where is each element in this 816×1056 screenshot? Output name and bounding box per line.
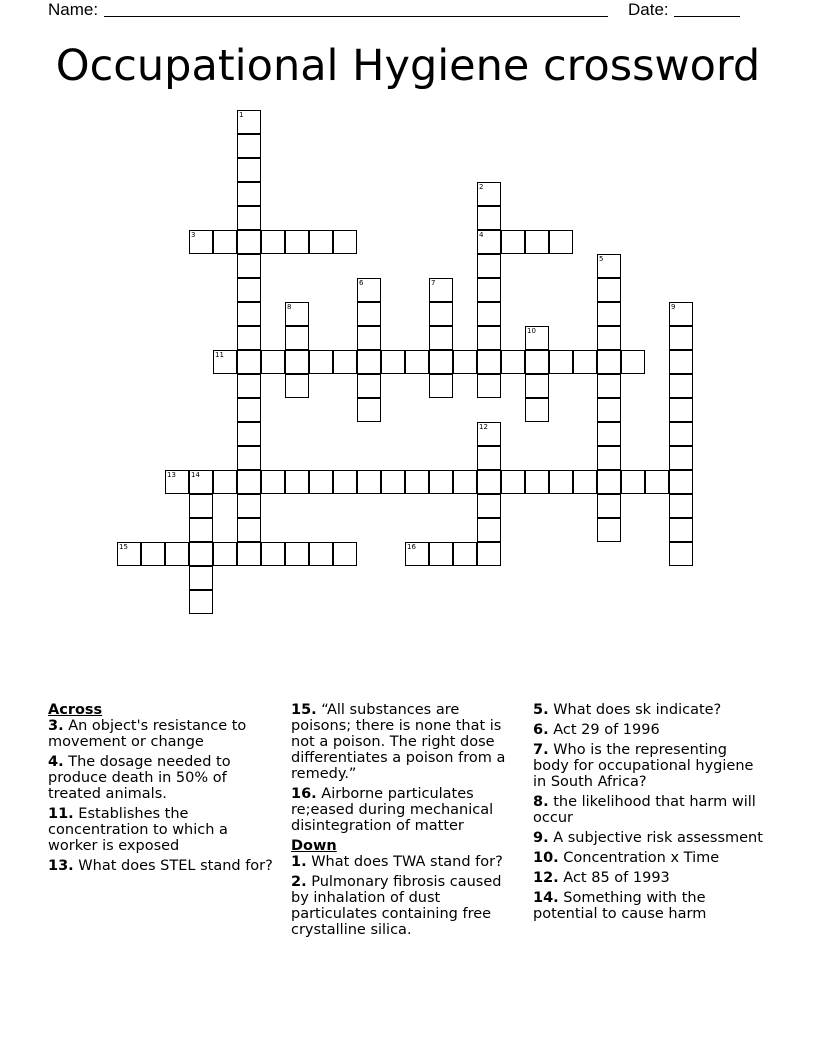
grid-cell[interactable]	[309, 350, 333, 374]
grid-cell[interactable]	[285, 470, 309, 494]
grid-cell[interactable]	[357, 350, 381, 374]
grid-cell[interactable]	[429, 542, 453, 566]
grid-cell[interactable]	[477, 254, 501, 278]
clue-number: 15.	[291, 702, 317, 718]
clue-item	[533, 870, 765, 886]
grid-cell[interactable]	[357, 302, 381, 326]
grid-cell[interactable]	[429, 278, 453, 302]
grid-cell[interactable]	[477, 302, 501, 326]
grid-cell[interactable]	[237, 542, 261, 566]
grid-cell[interactable]	[453, 470, 477, 494]
grid-cell[interactable]	[237, 278, 261, 302]
grid-cell[interactable]	[285, 374, 309, 398]
grid-cell[interactable]	[189, 518, 213, 542]
clue-number: 10	[527, 327, 536, 335]
grid-cell[interactable]	[357, 374, 381, 398]
grid-cell[interactable]	[381, 350, 405, 374]
clue-number: 8	[287, 303, 292, 311]
grid-cell[interactable]	[333, 542, 357, 566]
grid-cell[interactable]	[189, 566, 213, 590]
clue-number: 11.	[48, 806, 74, 822]
clues-column-3	[533, 702, 765, 926]
grid-cell[interactable]	[405, 470, 429, 494]
grid-cell[interactable]	[189, 230, 213, 254]
grid-cell[interactable]	[237, 230, 261, 254]
grid-cell[interactable]	[309, 470, 333, 494]
clue-item	[291, 786, 523, 834]
down-clue-list	[291, 854, 523, 938]
grid-cell[interactable]	[429, 374, 453, 398]
clue-number: 9.	[533, 830, 549, 846]
clue-number: 12.	[533, 870, 559, 886]
down-heading: Down	[291, 838, 337, 854]
grid-cell[interactable]	[117, 542, 141, 566]
grid-cell[interactable]	[285, 350, 309, 374]
grid-cell[interactable]	[573, 350, 597, 374]
grid-cell[interactable]	[621, 350, 645, 374]
grid-cell[interactable]	[453, 350, 477, 374]
grid-cell[interactable]	[213, 542, 237, 566]
grid-cell[interactable]	[669, 350, 693, 374]
down-clue-list-continued	[533, 702, 765, 922]
grid-cell[interactable]	[381, 470, 405, 494]
grid-cell[interactable]	[669, 326, 693, 350]
grid-cell[interactable]	[597, 422, 621, 446]
grid-cell[interactable]	[189, 470, 213, 494]
grid-cell[interactable]	[597, 494, 621, 518]
grid-cell[interactable]	[525, 230, 549, 254]
grid-cell[interactable]	[477, 446, 501, 470]
name-label: Name:	[48, 0, 99, 19]
grid-cell[interactable]	[669, 542, 693, 566]
grid-cell[interactable]	[213, 230, 237, 254]
clue-number: 5.	[533, 702, 549, 718]
across-heading: Across	[48, 702, 103, 718]
clue-number: 14.	[533, 890, 559, 906]
clue-number: 10.	[533, 850, 559, 866]
grid-cell[interactable]	[333, 350, 357, 374]
grid-cell[interactable]	[597, 350, 621, 374]
across-clue-list-continued	[291, 702, 523, 834]
grid-cell[interactable]	[597, 518, 621, 542]
clue-text: Airborne particulates re;eased during mechanical disintegration of matter	[291, 786, 494, 834]
grid-cell[interactable]	[429, 470, 453, 494]
grid-cell[interactable]	[525, 350, 549, 374]
grid-cell[interactable]	[261, 542, 285, 566]
grid-cell[interactable]	[237, 398, 261, 422]
clue-number: 8.	[533, 794, 549, 810]
grid-cell[interactable]	[285, 326, 309, 350]
clue-number: 6.	[533, 722, 549, 738]
clue-item	[533, 830, 765, 846]
grid-cell[interactable]	[237, 422, 261, 446]
grid-cell[interactable]	[237, 518, 261, 542]
grid-cell[interactable]	[237, 254, 261, 278]
clue-text: What does STEL stand for?	[73, 858, 273, 874]
clue-number: 14	[191, 471, 200, 479]
clue-number: 16	[407, 543, 416, 551]
clue-number: 13	[167, 471, 176, 479]
clue-number: 12	[479, 423, 488, 431]
clue-item	[48, 858, 280, 874]
page-title: Occupational Hygiene crossword	[55, 41, 761, 91]
grid-cell[interactable]	[477, 182, 501, 206]
grid-cell[interactable]	[165, 542, 189, 566]
grid-cell[interactable]	[669, 398, 693, 422]
grid-cell[interactable]	[357, 470, 381, 494]
grid-cell[interactable]	[477, 518, 501, 542]
clue-number: 13.	[48, 858, 74, 874]
grid-cell[interactable]	[597, 398, 621, 422]
grid-cell[interactable]	[477, 374, 501, 398]
grid-cell[interactable]	[189, 590, 213, 614]
grid-cell[interactable]	[261, 350, 285, 374]
grid-cell[interactable]	[357, 326, 381, 350]
clue-number: 3.	[48, 718, 64, 734]
grid-cell[interactable]	[645, 470, 669, 494]
grid-cell[interactable]	[189, 542, 213, 566]
grid-cell[interactable]	[285, 230, 309, 254]
grid-cell[interactable]	[333, 470, 357, 494]
grid-cell[interactable]	[261, 470, 285, 494]
clue-number: 9	[671, 303, 676, 311]
grid-cell[interactable]	[237, 446, 261, 470]
grid-cell[interactable]	[237, 470, 261, 494]
grid-cell[interactable]	[669, 446, 693, 470]
grid-cell[interactable]	[501, 470, 525, 494]
grid-cell[interactable]	[573, 470, 597, 494]
grid-cell[interactable]	[501, 230, 525, 254]
grid-cell[interactable]	[429, 350, 453, 374]
clue-text: “All substances are poisons; there is none that is not a poison. The right dose differentiates a poison from a remedy.”	[291, 702, 506, 782]
grid-cell[interactable]	[597, 302, 621, 326]
grid-cell[interactable]	[237, 110, 261, 134]
grid-cell[interactable]	[477, 350, 501, 374]
grid-cell[interactable]	[189, 494, 213, 518]
grid-cell[interactable]	[429, 302, 453, 326]
grid-cell[interactable]	[429, 326, 453, 350]
grid-cell[interactable]	[501, 350, 525, 374]
across-clue-list	[48, 718, 280, 874]
clue-text: Act 29 of 1996	[548, 722, 660, 738]
clue-item	[291, 854, 523, 870]
grid-cell[interactable]	[669, 422, 693, 446]
grid-cell[interactable]	[549, 230, 573, 254]
clue-text: Establishes the concentration to which a worker is exposed	[48, 806, 228, 854]
grid-cell[interactable]	[237, 350, 261, 374]
date-label: Date:	[628, 0, 669, 19]
grid-cell[interactable]	[597, 446, 621, 470]
grid-cell[interactable]	[669, 374, 693, 398]
grid-cell[interactable]	[309, 230, 333, 254]
grid-cell[interactable]	[597, 254, 621, 278]
clue-item	[48, 718, 280, 750]
grid-cell[interactable]	[453, 542, 477, 566]
grid-cell[interactable]	[597, 470, 621, 494]
grid-cell[interactable]	[477, 230, 501, 254]
clue-number: 7	[431, 279, 436, 287]
grid-cell[interactable]	[669, 302, 693, 326]
grid-cell[interactable]	[285, 542, 309, 566]
grid-cell[interactable]	[477, 278, 501, 302]
grid-cell[interactable]	[237, 326, 261, 350]
clue-item	[291, 702, 523, 782]
grid-cell[interactable]	[213, 470, 237, 494]
grid-cell[interactable]	[333, 230, 357, 254]
grid-cell[interactable]	[525, 326, 549, 350]
clue-number: 2.	[291, 874, 307, 890]
clue-number: 4.	[48, 754, 64, 770]
clue-item	[533, 794, 765, 826]
grid-cell[interactable]	[525, 470, 549, 494]
grid-cell[interactable]	[597, 326, 621, 350]
grid-cell[interactable]	[237, 158, 261, 182]
clue-item	[533, 722, 765, 738]
clue-number: 16.	[291, 786, 317, 802]
clue-number: 7.	[533, 742, 549, 758]
grid-cell[interactable]	[597, 278, 621, 302]
grid-cell[interactable]	[525, 398, 549, 422]
clue-item	[48, 806, 280, 854]
clue-number: 3	[191, 231, 196, 239]
grid-cell[interactable]	[477, 494, 501, 518]
grid-cell[interactable]	[309, 542, 333, 566]
grid-cell[interactable]	[237, 374, 261, 398]
grid-cell[interactable]	[357, 278, 381, 302]
clue-text: Who is the representing body for occupational hygiene in South Africa?	[533, 742, 754, 790]
grid-cell[interactable]	[669, 494, 693, 518]
clue-number: 5	[599, 255, 604, 263]
clue-number: 6	[359, 279, 364, 287]
grid-cell[interactable]	[621, 470, 645, 494]
clue-number: 15	[119, 543, 128, 551]
grid-cell[interactable]	[285, 302, 309, 326]
grid-cell[interactable]	[237, 134, 261, 158]
grid-cell[interactable]	[405, 350, 429, 374]
grid-cell[interactable]	[549, 350, 573, 374]
grid-cell[interactable]	[549, 470, 573, 494]
clue-text: Something with the potential to cause harm	[533, 890, 707, 922]
grid-cell[interactable]	[213, 350, 237, 374]
clues-column-2	[291, 702, 523, 942]
clue-text: the likelihood that harm will occur	[533, 794, 756, 826]
grid-cell[interactable]	[237, 494, 261, 518]
clue-number: 1.	[291, 854, 307, 870]
grid-cell[interactable]	[597, 374, 621, 398]
grid-cell[interactable]	[477, 470, 501, 494]
clue-text: A subjective risk assessment	[548, 830, 763, 846]
grid-cell[interactable]	[669, 470, 693, 494]
grid-cell[interactable]	[477, 422, 501, 446]
clue-text: What does sk indicate?	[548, 702, 722, 718]
grid-cell[interactable]	[477, 326, 501, 350]
clue-number: 2	[479, 183, 484, 191]
clue-item	[291, 874, 523, 938]
grid-cell[interactable]	[669, 518, 693, 542]
clue-text: Act 85 of 1993	[558, 870, 670, 886]
grid-cell[interactable]	[525, 374, 549, 398]
clue-item	[533, 850, 765, 866]
clue-item	[533, 702, 765, 718]
clue-number: 4	[479, 231, 484, 239]
grid-cell[interactable]	[357, 398, 381, 422]
grid-cell[interactable]	[477, 206, 501, 230]
clue-text: Concentration x Time	[558, 850, 720, 866]
clue-item	[533, 742, 765, 790]
clue-text: What does TWA stand for?	[306, 854, 503, 870]
grid-cell[interactable]	[237, 206, 261, 230]
clue-text: An object's resistance to movement or change	[48, 718, 247, 750]
clues-column-1	[48, 702, 280, 878]
clue-text: The dosage needed to produce death in 50% of treated animals.	[48, 754, 231, 802]
grid-cell[interactable]	[237, 302, 261, 326]
grid-cell[interactable]	[261, 230, 285, 254]
grid-cell[interactable]	[405, 542, 429, 566]
grid-cell[interactable]	[165, 470, 189, 494]
clue-number: 1	[239, 111, 244, 119]
clue-number: 11	[215, 351, 224, 359]
clue-item	[533, 890, 765, 922]
grid-cell[interactable]	[477, 542, 501, 566]
grid-cell[interactable]	[237, 182, 261, 206]
clue-item	[48, 754, 280, 802]
grid-cell[interactable]	[141, 542, 165, 566]
clue-text: Pulmonary fibrosis caused by inhalation of dust particulates containing free crystalline silica.	[291, 874, 502, 938]
